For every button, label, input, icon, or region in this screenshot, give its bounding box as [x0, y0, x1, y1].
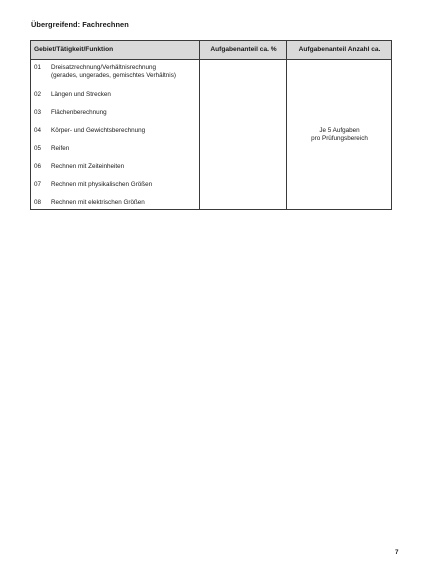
row-text: Rechnen mit elektrischen Größen — [51, 199, 145, 206]
row-text: Längen und Strecken — [51, 91, 111, 98]
row-number: 04 — [34, 127, 42, 134]
row-number: 05 — [34, 145, 42, 152]
header-aufgabenanteil-anzahl: Aufgabenanteil Anzahl ca. — [298, 46, 381, 53]
header-aufgabenanteil-prozent: Aufgabenanteil ca. % — [210, 46, 277, 53]
column-divider — [286, 41, 287, 209]
row-text: Flächenberechnung — [51, 109, 107, 116]
aufgaben-anzahl-cell: Je 5 Aufgaben pro Prüfungsbereich — [311, 127, 368, 142]
table-header — [31, 41, 391, 60]
section-title: Übergreifend: Fachrechnen — [31, 20, 129, 29]
row-text: Rechnen mit physikalischen Größen — [51, 181, 153, 188]
row-number: 01 — [34, 64, 42, 71]
row-number: 02 — [34, 91, 42, 98]
exam-topics-table — [30, 40, 392, 210]
row-number: 06 — [34, 163, 42, 170]
column-divider — [199, 41, 200, 209]
row-text: Reifen — [51, 145, 70, 152]
header-gebiet: Gebiet/Tätigkeit/Funktion — [34, 46, 114, 53]
row-text: Körper- und Gewichtsberechnung — [51, 127, 146, 134]
row-text: Rechnen mit Zeiteinheiten — [51, 163, 125, 170]
row-number: 07 — [34, 181, 42, 188]
row-text: Dreisatzrechnung/Verhältnisrechnung (gerades, ungerades, gemischtes Verhältnis) — [51, 64, 176, 79]
row-number: 08 — [34, 199, 42, 206]
row-number: 03 — [34, 109, 42, 116]
page-number: 7 — [395, 549, 399, 556]
